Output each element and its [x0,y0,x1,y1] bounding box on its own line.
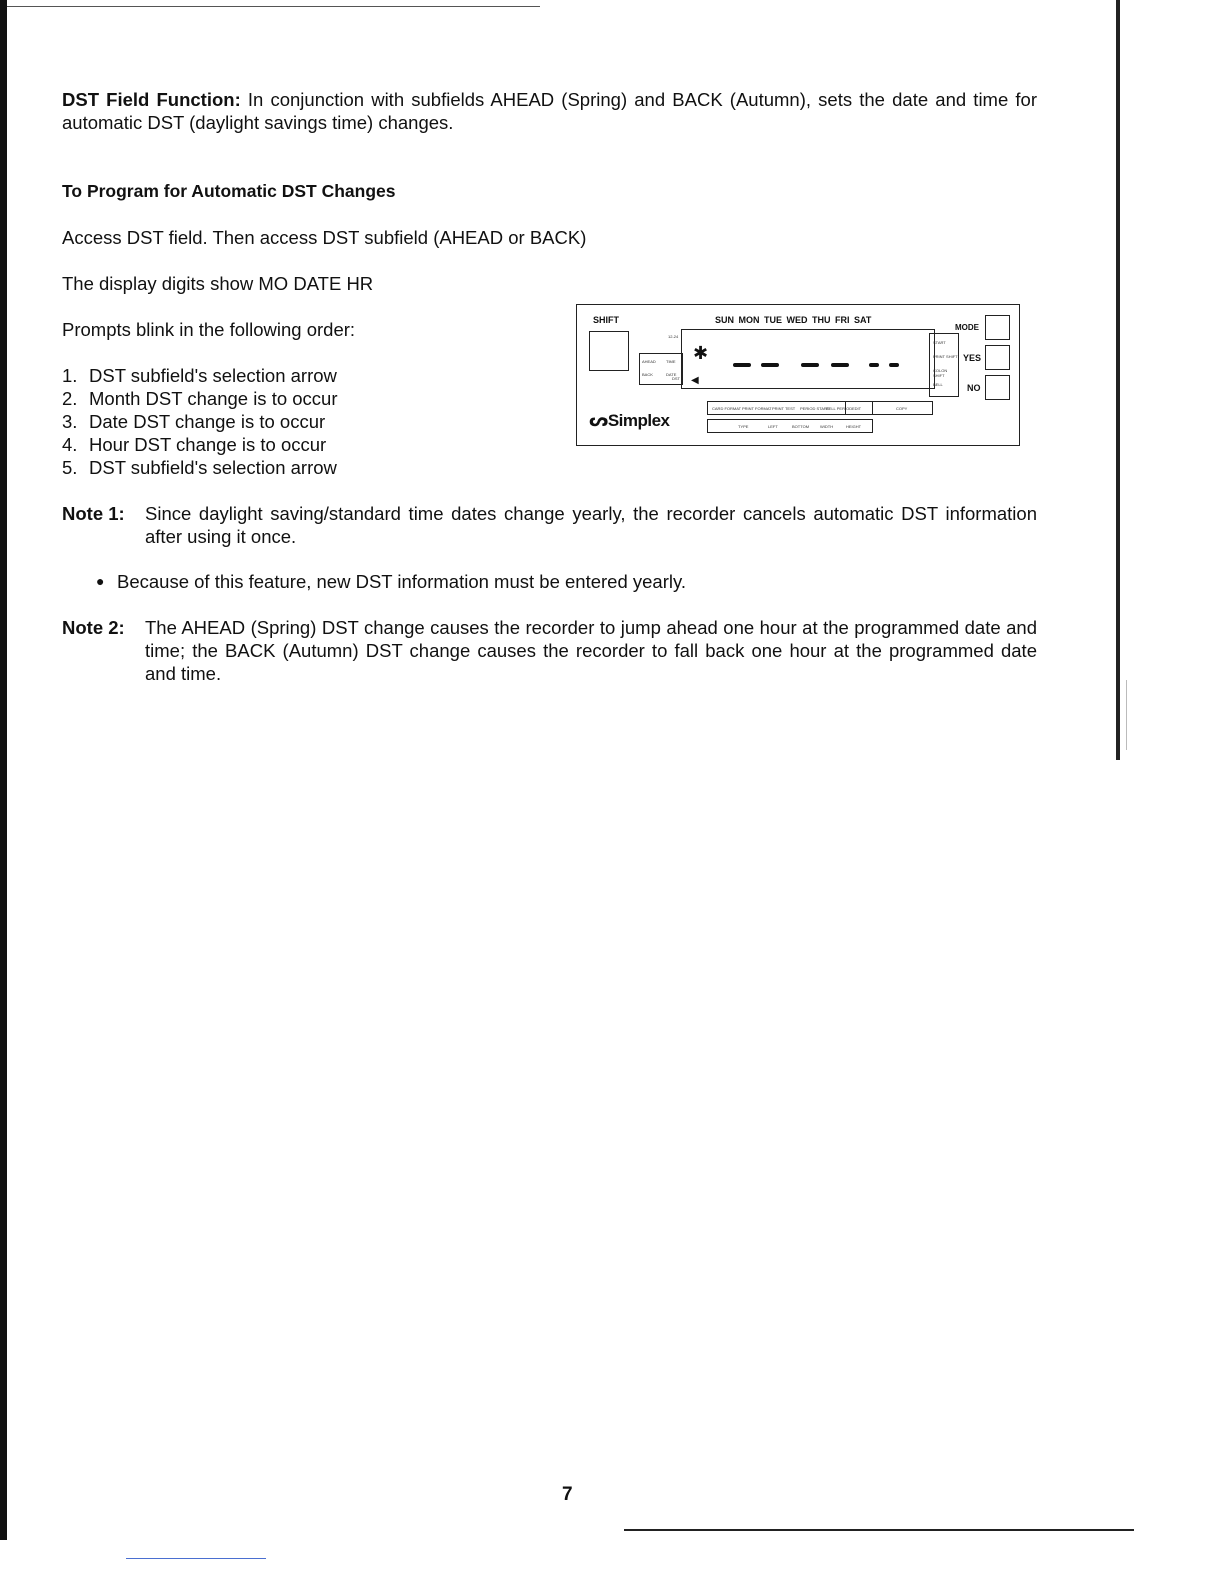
page-number: 7 [562,1484,573,1505]
panel-yes-label: YES [963,353,982,363]
bullet-text: Because of this feature, new DST information must be entered yearly. [117,571,686,592]
list-item: 4. Hour DST change is to occur [62,434,327,455]
yes-key [985,345,1010,370]
edit-copy-box: EDIT COPY [845,401,933,415]
bullet-item [96,570,686,593]
note-2 [62,616,1037,685]
prompt-order-list [62,364,338,479]
shift-key [589,331,629,371]
mode-key [985,315,1010,340]
note-1-text: Since daylight saving/standard time dates change yearly, the recorder cancels automatic DST information after using it once. [145,503,1037,547]
simplex-logo: ᔕSimplex [589,411,670,430]
blinking-arrow-icon: ✱ [693,343,709,363]
access-instruction: Access DST field. Then access DST subfield (AHEAD or BACK) [62,227,587,248]
display-digit-dash [889,363,899,367]
list-item: 1. DST subfield's selection arrow [62,365,337,386]
prompts-instruction: Prompts blink in the following order: [62,319,356,340]
selection-arrow-icon: ◀ [691,375,699,386]
scan-edge-bottom [624,1529,1134,1531]
note-2-label: Note 2: [62,617,125,638]
note-1 [62,502,1037,548]
function-row-top: CARD FORMAT PRINT FORMAT PRINT TEST PERIOD START BELL PERIOD [707,401,873,415]
note-2-text: The AHEAD (Spring) DST change causes the recorder to jump ahead one hour at the programmed date and time; the BACK (Autumn) DST change causes the recorder to fall back one hour at the programmed date and time. [145,617,1037,684]
display-digit-dash [801,363,819,367]
display-digit-dash [869,363,879,367]
scan-edge-top [0,6,540,7]
right-indicator-box: START PRINT SHIFT COLON SHIFT BELL [929,333,959,397]
dst-field-paragraph [62,88,1037,134]
no-key [985,375,1010,400]
dst-field-label: DST Field Function: [62,89,241,110]
function-row-bottom: TYPE LEFT BOTTOM WIDTH HEIGHT [707,419,873,433]
lcd-display: 12-24 DST [681,329,935,389]
display-digit-dash [761,363,779,367]
dst-field-text: In conjunction with subfields AHEAD (Spring) and BACK (Autumn), sets the date and time for automatic DST (daylight savings time) changes. [62,89,1037,133]
display-instruction: The display digits show MO DATE HR [62,273,374,294]
recorder-panel-diagram [576,304,1020,446]
panel-days-label: SUN MON TUE WED THU FRI SAT [715,315,872,325]
panel-mode-label: MODE [955,323,979,332]
panel-shift-label: SHIFT [593,315,619,325]
subfield-box: AHEAD TIME BACK DATE [639,353,683,385]
note-1-label: Note 1: [62,503,125,524]
scan-edge-left [0,0,7,1540]
scan-edge-right-faint [1126,680,1127,750]
scan-edge-right [1116,0,1120,760]
scan-mark-blue [126,1558,266,1559]
section-heading: To Program for Automatic DST Changes [62,181,396,201]
display-digit-dash [733,363,751,367]
panel-no-label: NO [967,383,981,393]
bullet-icon: ● [96,573,105,589]
list-item: 3. Date DST change is to occur [62,411,326,432]
list-item: 2. Month DST change is to occur [62,388,338,409]
list-item: 5. DST subfield's selection arrow [62,457,337,478]
display-digit-dash [831,363,849,367]
